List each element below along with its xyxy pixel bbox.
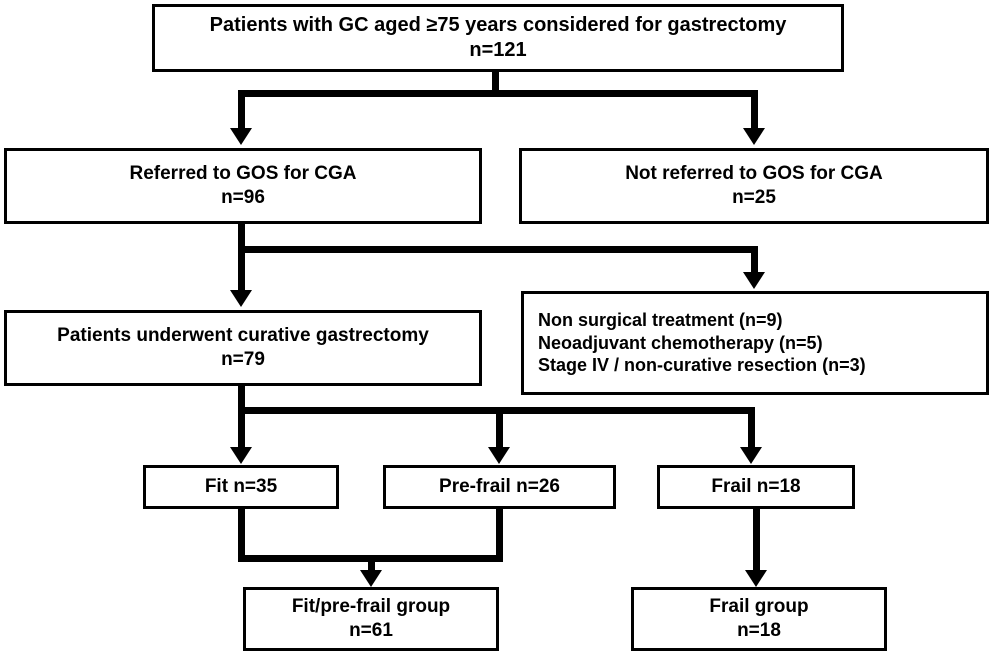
arrowhead-to-not-referred xyxy=(743,128,765,145)
connector-top-split xyxy=(238,90,758,97)
node-fit-label: Fit n=35 xyxy=(204,476,278,498)
node-referred-line-2: n=96 xyxy=(221,187,265,208)
node-pre-frail xyxy=(383,465,616,509)
node-total-patients-line-2: n=121 xyxy=(469,39,527,61)
node-frail-label: Frail n=18 xyxy=(711,476,801,498)
arrowhead-to-curative xyxy=(230,290,252,307)
node-curative-line-1: Patients underwent curative gastrectomy xyxy=(57,325,429,347)
node-not-referred-line-2: n=25 xyxy=(732,187,776,208)
node-excluded-line-3: Stage IV / non-curative resection (n=3) xyxy=(538,355,866,376)
node-frail-group-line-1: Frail group xyxy=(709,596,809,618)
node-curative-line-2: n=79 xyxy=(221,349,265,370)
node-fit xyxy=(143,465,339,509)
node-fit-pre-frail-group xyxy=(243,587,499,651)
connector-to-curative xyxy=(238,246,245,292)
node-frail-group-line-2: n=18 xyxy=(737,620,781,641)
arrowhead-to-frail-group xyxy=(745,570,767,587)
node-curative-gastrectomy xyxy=(4,310,482,386)
arrowhead-to-referred xyxy=(230,128,252,145)
node-pre-frail-label: Pre-frail n=26 xyxy=(439,476,560,498)
arrowhead-to-fit-group xyxy=(360,570,382,587)
node-not-referred-gos-cga xyxy=(519,148,989,224)
node-excluded-reasons xyxy=(521,291,989,395)
connector-prefrail-stem xyxy=(496,509,503,561)
node-fit-group-line-1: Fit/pre-frail group xyxy=(291,596,451,618)
node-excluded-line-2: Neoadjuvant chemotherapy (n=5) xyxy=(538,332,823,353)
connector-to-frail-group xyxy=(753,509,760,575)
arrowhead-to-prefrail xyxy=(488,447,510,464)
connector-to-not-referred xyxy=(751,90,758,130)
connector-to-excluded xyxy=(751,246,758,274)
arrowhead-to-frail xyxy=(740,447,762,464)
node-referred-gos-cga xyxy=(4,148,482,224)
connector-to-fit xyxy=(238,407,245,449)
node-total-patients xyxy=(152,4,844,72)
arrowhead-to-fit xyxy=(230,447,252,464)
node-not-referred-line-1: Not referred to GOS for CGA xyxy=(625,163,883,185)
node-frail xyxy=(657,465,855,509)
node-fit-group-line-2: n=61 xyxy=(349,620,393,641)
node-frail-group xyxy=(631,587,887,651)
connector-to-frail xyxy=(748,407,755,449)
node-total-patients-line-1: Patients with GC aged ≥75 years considered for gastrectomy xyxy=(209,14,787,36)
node-referred-line-1: Referred to GOS for CGA xyxy=(129,163,357,185)
connector-fit-stem xyxy=(238,509,245,561)
connector-referred-split xyxy=(238,246,758,253)
node-excluded-line-1: Non surgical treatment (n=9) xyxy=(538,310,783,331)
arrowhead-to-excluded xyxy=(743,272,765,289)
connector-to-referred xyxy=(238,90,245,130)
connector-to-prefrail xyxy=(496,407,503,449)
